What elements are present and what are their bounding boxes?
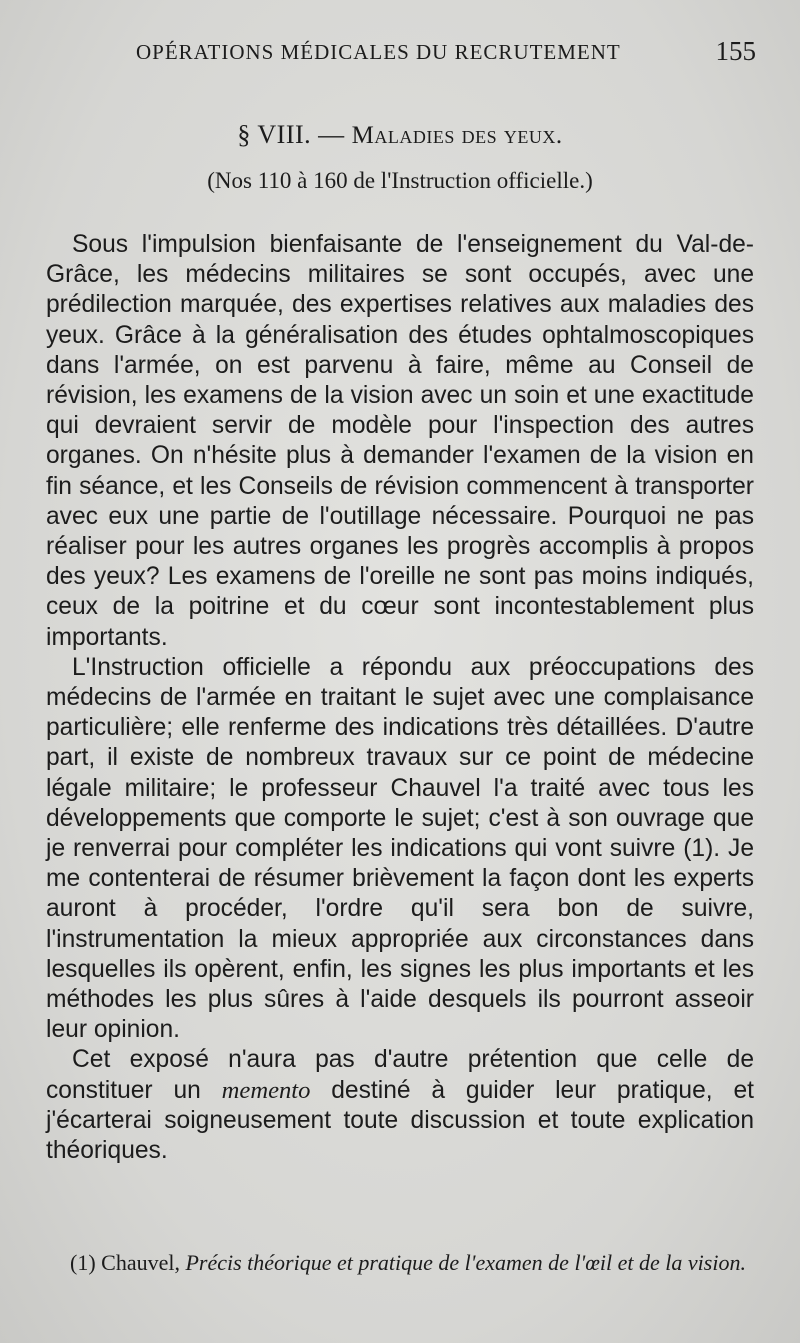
paragraph-3-start: Cet exposé n'aura pas d'autre prétention que celle de constituer un <box>46 1046 754 1104</box>
footnote-title: Précis théorique et pratique de l'examen de l'œil et de la vision. <box>185 1250 746 1275</box>
section-subtitle: (Nos 110 à 160 de l'Instruction officielle.) <box>207 168 593 193</box>
paragraph-3-end: destiné à guider leur pratique, et j'écarterai soigneusement toute discussion et toute explication théoriques. <box>46 1076 754 1165</box>
section-heading <box>0 120 800 150</box>
page-number: 155 <box>715 36 756 66</box>
footnote <box>46 1248 754 1278</box>
section-title: Maladies des yeux. <box>351 122 563 149</box>
paragraph-3 <box>46 1045 754 1166</box>
running-header <box>136 36 756 74</box>
running-title: OPÉRATIONS MÉDICALES DU RECRUTEMENT <box>136 40 621 64</box>
footnote-marker: (1) Chauvel, <box>70 1250 180 1275</box>
paragraph-1: Sous l'impulsion bienfaisante de l'enseignement du Val-de-Grâce, les médecins militaires se sont occupés, avec une prédilection marquée, des expertises relatives aux maladies des yeux. Grâce à la généralisation des études ophtalmoscopiques dans l'armée, on est parvenu à faire, même au Conseil de révision, les examens de la vision avec un soin et une exactitude qui devraient servir de modèle pour l'inspection des autres organes. On n'hésite plus à demander l'examen de la vision en fin séance, et les Conseils de révision commencent à transporter avec eux une partie de l'outillage nécessaire. Pourquoi ne pas réaliser pour les autres organes les progrès accomplis à propos des yeux? Les examens de l'oreille ne sont pas moins indiqués, ceux de la poitrine et du cœur sont incontestablement plus importants. <box>46 231 754 651</box>
paragraph-2: L'Instruction officielle a répondu aux préoccupations des médecins de l'armée en traitant le sujet avec une complaisance particulière; elle renferme des indications très détaillées. D'autre part, il existe de nombreux travaux sur ce point de médecine légale militaire; le professeur Chauvel l'a traité avec tous les développements que comporte le sujet; c'est à son ouvrage que je renverrai pour compléter les indications qui vont suivre (1). Je me contenterai de résumer brièvement la façon dont les experts auront à procéder, l'ordre qu'il sera bon de suivre, l'instrumentation la mieux appropriée aux circonstances dans lesquelles ils opèrent, enfin, les signes les plus importants et les méthodes les plus sûres à l'aide desquels ils pourront asseoir leur opinion. <box>46 653 754 1044</box>
body-text <box>46 230 754 1166</box>
memento-word: memento <box>221 1076 311 1104</box>
section-number: § VIII. — <box>237 120 345 149</box>
